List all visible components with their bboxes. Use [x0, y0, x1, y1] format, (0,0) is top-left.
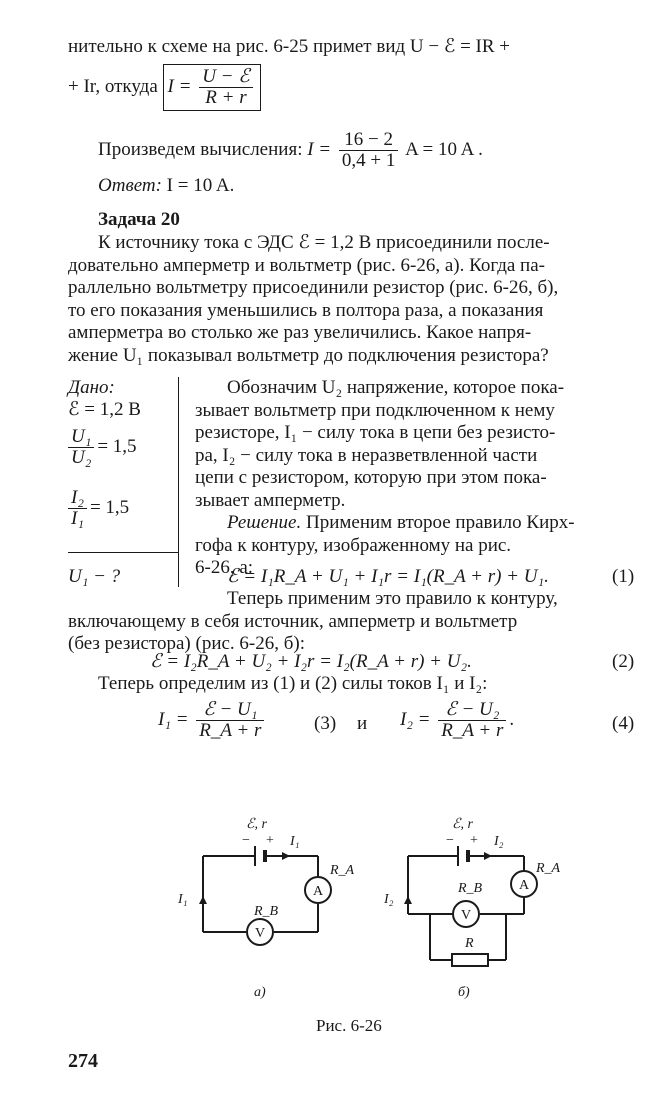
- ratio2-den: I₁: [71, 508, 84, 529]
- task-line: амперметра во столько же раз увеличились. Какое напря-: [68, 322, 532, 343]
- calc-lhs: I =: [307, 138, 332, 160]
- current-arrow-b-top: [484, 852, 492, 860]
- solution-full: [68, 588, 643, 656]
- f4-lhs: I₂ =: [400, 708, 431, 730]
- current-label-a-top: I₁: [290, 834, 300, 849]
- and-word: и: [357, 713, 368, 734]
- given-vertical-rule: [178, 377, 179, 587]
- solution-line-2: гофа к контуру, изображенному на рис.: [195, 534, 512, 556]
- side-line: резисторе, I₁ − силу тока в цепи без резисто-: [195, 422, 556, 443]
- answer-value: I = 10 A.: [166, 175, 235, 196]
- full-line: (без резистора) (рис. 6-26, б):: [68, 633, 306, 654]
- equation-1: ℰ = I₁R_A + U₁ + I₁r = I₁(R_A + r) + U₁.: [227, 566, 549, 587]
- solution-line-1: Применим второе правило Кирх-: [301, 512, 575, 533]
- voltmeter-symbol-a: V: [255, 926, 266, 941]
- formula-4: I₂ = $\frac{\text{ℰ − U₂}}{R\_A + r}$ .: [400, 699, 515, 741]
- text-line-1: нительно к схеме на рис. 6-25 примет вид U − ℰ = IR +: [68, 36, 511, 57]
- ammeter-resistance-label-a: R_A: [330, 863, 355, 878]
- plus-label-b: +: [470, 833, 478, 848]
- circuit-figure: [0, 800, 668, 1000]
- voltmeter-symbol-b: V: [461, 908, 472, 923]
- given-find: U₁ − ?: [68, 566, 121, 587]
- full-line: Теперь применим это правило к контуру,: [227, 588, 558, 609]
- boxed-formula-lhs: I =: [167, 75, 192, 97]
- ratio1-val: = 1,5: [97, 435, 137, 457]
- caption-b: б): [458, 985, 470, 1000]
- task-heading: Задача 20: [98, 209, 180, 230]
- given-divider: [68, 552, 178, 553]
- given-title: Дано:: [68, 377, 115, 398]
- current-label-a-left: I₁: [178, 892, 188, 907]
- resistor-label-b: R: [465, 936, 474, 951]
- text-line-2: [68, 64, 261, 111]
- f4-num: ℰ − U₂: [438, 700, 506, 721]
- minus-label-b: −: [446, 833, 454, 848]
- calc-den: 0,4 + 1: [341, 150, 396, 171]
- given-emf: ℰ = 1,2 В: [68, 399, 141, 420]
- current-arrow-b-left: [404, 896, 412, 904]
- side-line: Обозначим U₂ напряжение, которое пока-: [227, 377, 565, 398]
- task-line: К источнику тока с ЭДС ℰ = 1,2 В присоединили после-: [98, 232, 550, 253]
- solution-side: [195, 377, 645, 580]
- task-line: раллельно вольтметру присоединили резистор (рис. 6-26, б),: [68, 277, 559, 298]
- ammeter-resistance-label-b: R_A: [536, 861, 561, 876]
- solution-intro: [195, 512, 645, 535]
- task-line: довательно амперметр и вольтметр (рис. 6-26, а). Когда па-: [68, 254, 545, 276]
- figure-caption: Рис. 6-26: [316, 1016, 382, 1035]
- page-number: 274: [68, 1050, 98, 1072]
- caption-a: а): [254, 985, 266, 1000]
- task-line: жение U₁ показывал вольтметр до подключения резистора?: [68, 344, 549, 366]
- calc-rhs: A = 10 A .: [405, 138, 483, 160]
- resistor-b: [452, 954, 488, 966]
- plus-label-a: +: [266, 833, 274, 848]
- side-line: зывает вольтметр при подключенном к нему: [195, 399, 555, 421]
- voltmeter-resistance-label-b: R_B: [458, 881, 483, 896]
- formula-4-tag: (4): [612, 713, 635, 734]
- ratio2-num: I₂: [68, 488, 87, 509]
- task-line: то его показания уменьшились в полтора раза, а показания: [68, 299, 544, 321]
- current-arrow-a-top: [282, 852, 290, 860]
- formula-3-tag: (3): [314, 713, 337, 734]
- current-label-b-top: I₂: [494, 834, 504, 849]
- current-label-b-left: I₂: [384, 892, 394, 907]
- voltmeter-resistance-label-a: R_B: [254, 904, 279, 919]
- source-label-b: ℰ, r: [452, 817, 473, 832]
- side-line: зывает амперметр.: [195, 489, 346, 511]
- solution-line-3: 6-26, а:: [195, 557, 254, 578]
- boxed-formula-den: R + r: [205, 87, 247, 108]
- formula-3: [158, 700, 267, 741]
- calc-label: Произведем вычисления:: [98, 138, 303, 160]
- calculation-line: [98, 130, 483, 171]
- ratio2-val: = 1,5: [89, 496, 130, 518]
- given-ratio-1: [68, 427, 137, 468]
- boxed-formula-num: U − ℰ: [199, 67, 253, 88]
- ratio1-den: U₂: [71, 447, 92, 468]
- ammeter-symbol-a: A: [313, 884, 324, 899]
- then-line: Теперь определим из (1) и (2) силы токов I₁ и I₂:: [98, 673, 488, 694]
- current-arrow-a-left: [199, 896, 207, 904]
- equation-1-number: (1): [612, 566, 635, 587]
- answer-label: Ответ:: [98, 175, 162, 196]
- text-line-2-start: + Ir, откуда: [68, 75, 158, 97]
- solution-label: Решение.: [227, 512, 302, 533]
- full-line: включающему в себя источник, амперметр и вольтметр: [68, 610, 518, 632]
- f3-den: R_A + r: [199, 720, 262, 741]
- equation-2-number: (2): [612, 651, 635, 672]
- boxed-formula: [163, 64, 261, 111]
- f4-den: R_A + r: [441, 720, 504, 741]
- side-line: ра, I₂ − силу тока в неразветвленной части: [195, 444, 538, 466]
- ratio1-num: U₁: [68, 427, 94, 448]
- circuit-a: [203, 846, 331, 945]
- equation-2: ℰ = I₂R_A + U₂ + I₂r = I₂(R_A + r) + U₂.: [150, 651, 472, 672]
- task-text: [68, 232, 643, 367]
- minus-label-a: −: [242, 833, 250, 848]
- answer-line: [98, 175, 234, 197]
- f3-lhs: I₁ =: [158, 708, 189, 730]
- ammeter-symbol-b: A: [519, 878, 530, 893]
- side-line: цепи с резистором, которую при этом пока-: [195, 467, 547, 488]
- given-ratio-2: [68, 488, 129, 529]
- f3-num: ℰ − U₁: [196, 700, 264, 721]
- source-label-a: ℰ, r: [246, 817, 267, 832]
- calc-num: 16 − 2: [339, 130, 398, 151]
